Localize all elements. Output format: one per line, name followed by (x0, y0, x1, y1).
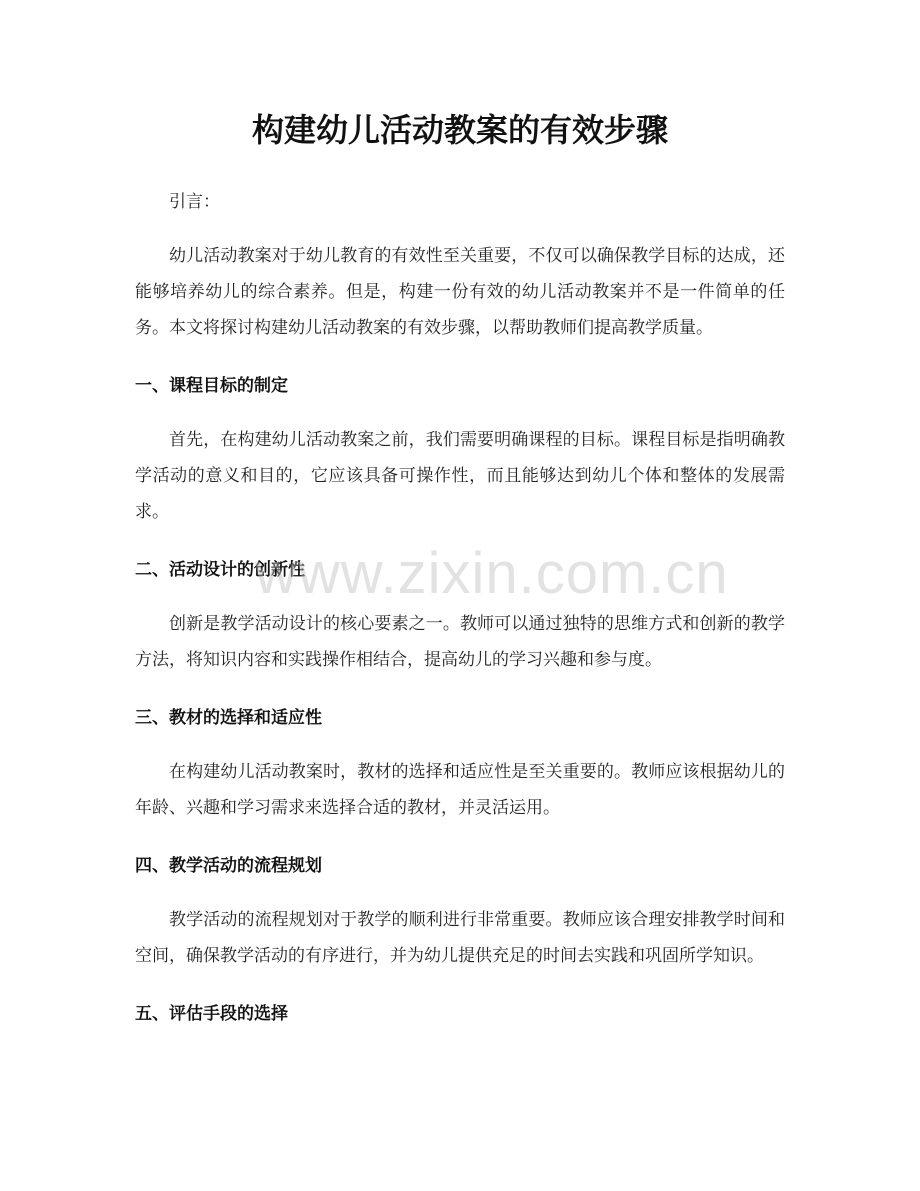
section-paragraph-1: 首先，在构建幼儿活动教案之前，我们需要明确课程的目标。课程目标是指明确教学活动的意义和目的，它应该具备可操作性，而且能够达到幼儿个体和整体的发展需求。 (135, 430, 785, 522)
section-paragraph-2: 创新是教学活动设计的核心要素之一。教师可以通过独特的思维方式和创新的教学方法，将知识内容和实践操作相结合，提高幼儿的学习兴趣和参与度。 (135, 614, 785, 670)
document-body (135, 184, 785, 1050)
section-heading-3: 三、教材的选择和适应性 (135, 708, 322, 728)
intro-label: 引言： (169, 192, 220, 212)
section-heading-1: 一、课程目标的制定 (135, 376, 288, 396)
watermark: www.zixin.com.cn (255, 541, 729, 606)
intro-paragraph: 幼儿活动教案对于幼儿教育的有效性至关重要，不仅可以确保教学目标的达成，还能够培养幼儿的综合素养。但是，构建一份有效的幼儿活动教案并不是一件简单的任务。本文将探讨构建幼儿活动教案的有效步骤，以帮助教师们提高教学质量。 (135, 246, 785, 338)
document-title: 构建幼儿活动教案的有效步骤 (251, 111, 668, 149)
section-heading-4: 四、教学活动的流程规划 (135, 856, 322, 876)
section-paragraph-4: 教学活动的流程规划对于教学的顺利进行非常重要。教师应该合理安排教学时间和空间，确保教学活动的有序进行，并为幼儿提供充足的时间去实践和巩固所学知识。 (135, 910, 785, 966)
section-paragraph-3: 在构建幼儿活动教案时，教材的选择和适应性是至关重要的。教师应该根据幼儿的年龄、兴趣和学习需求来选择合适的教材，并灵活运用。 (135, 762, 785, 818)
section-heading-5: 五、评估手段的选择 (135, 1004, 288, 1024)
section-heading-2: 二、活动设计的创新性 (135, 560, 305, 580)
